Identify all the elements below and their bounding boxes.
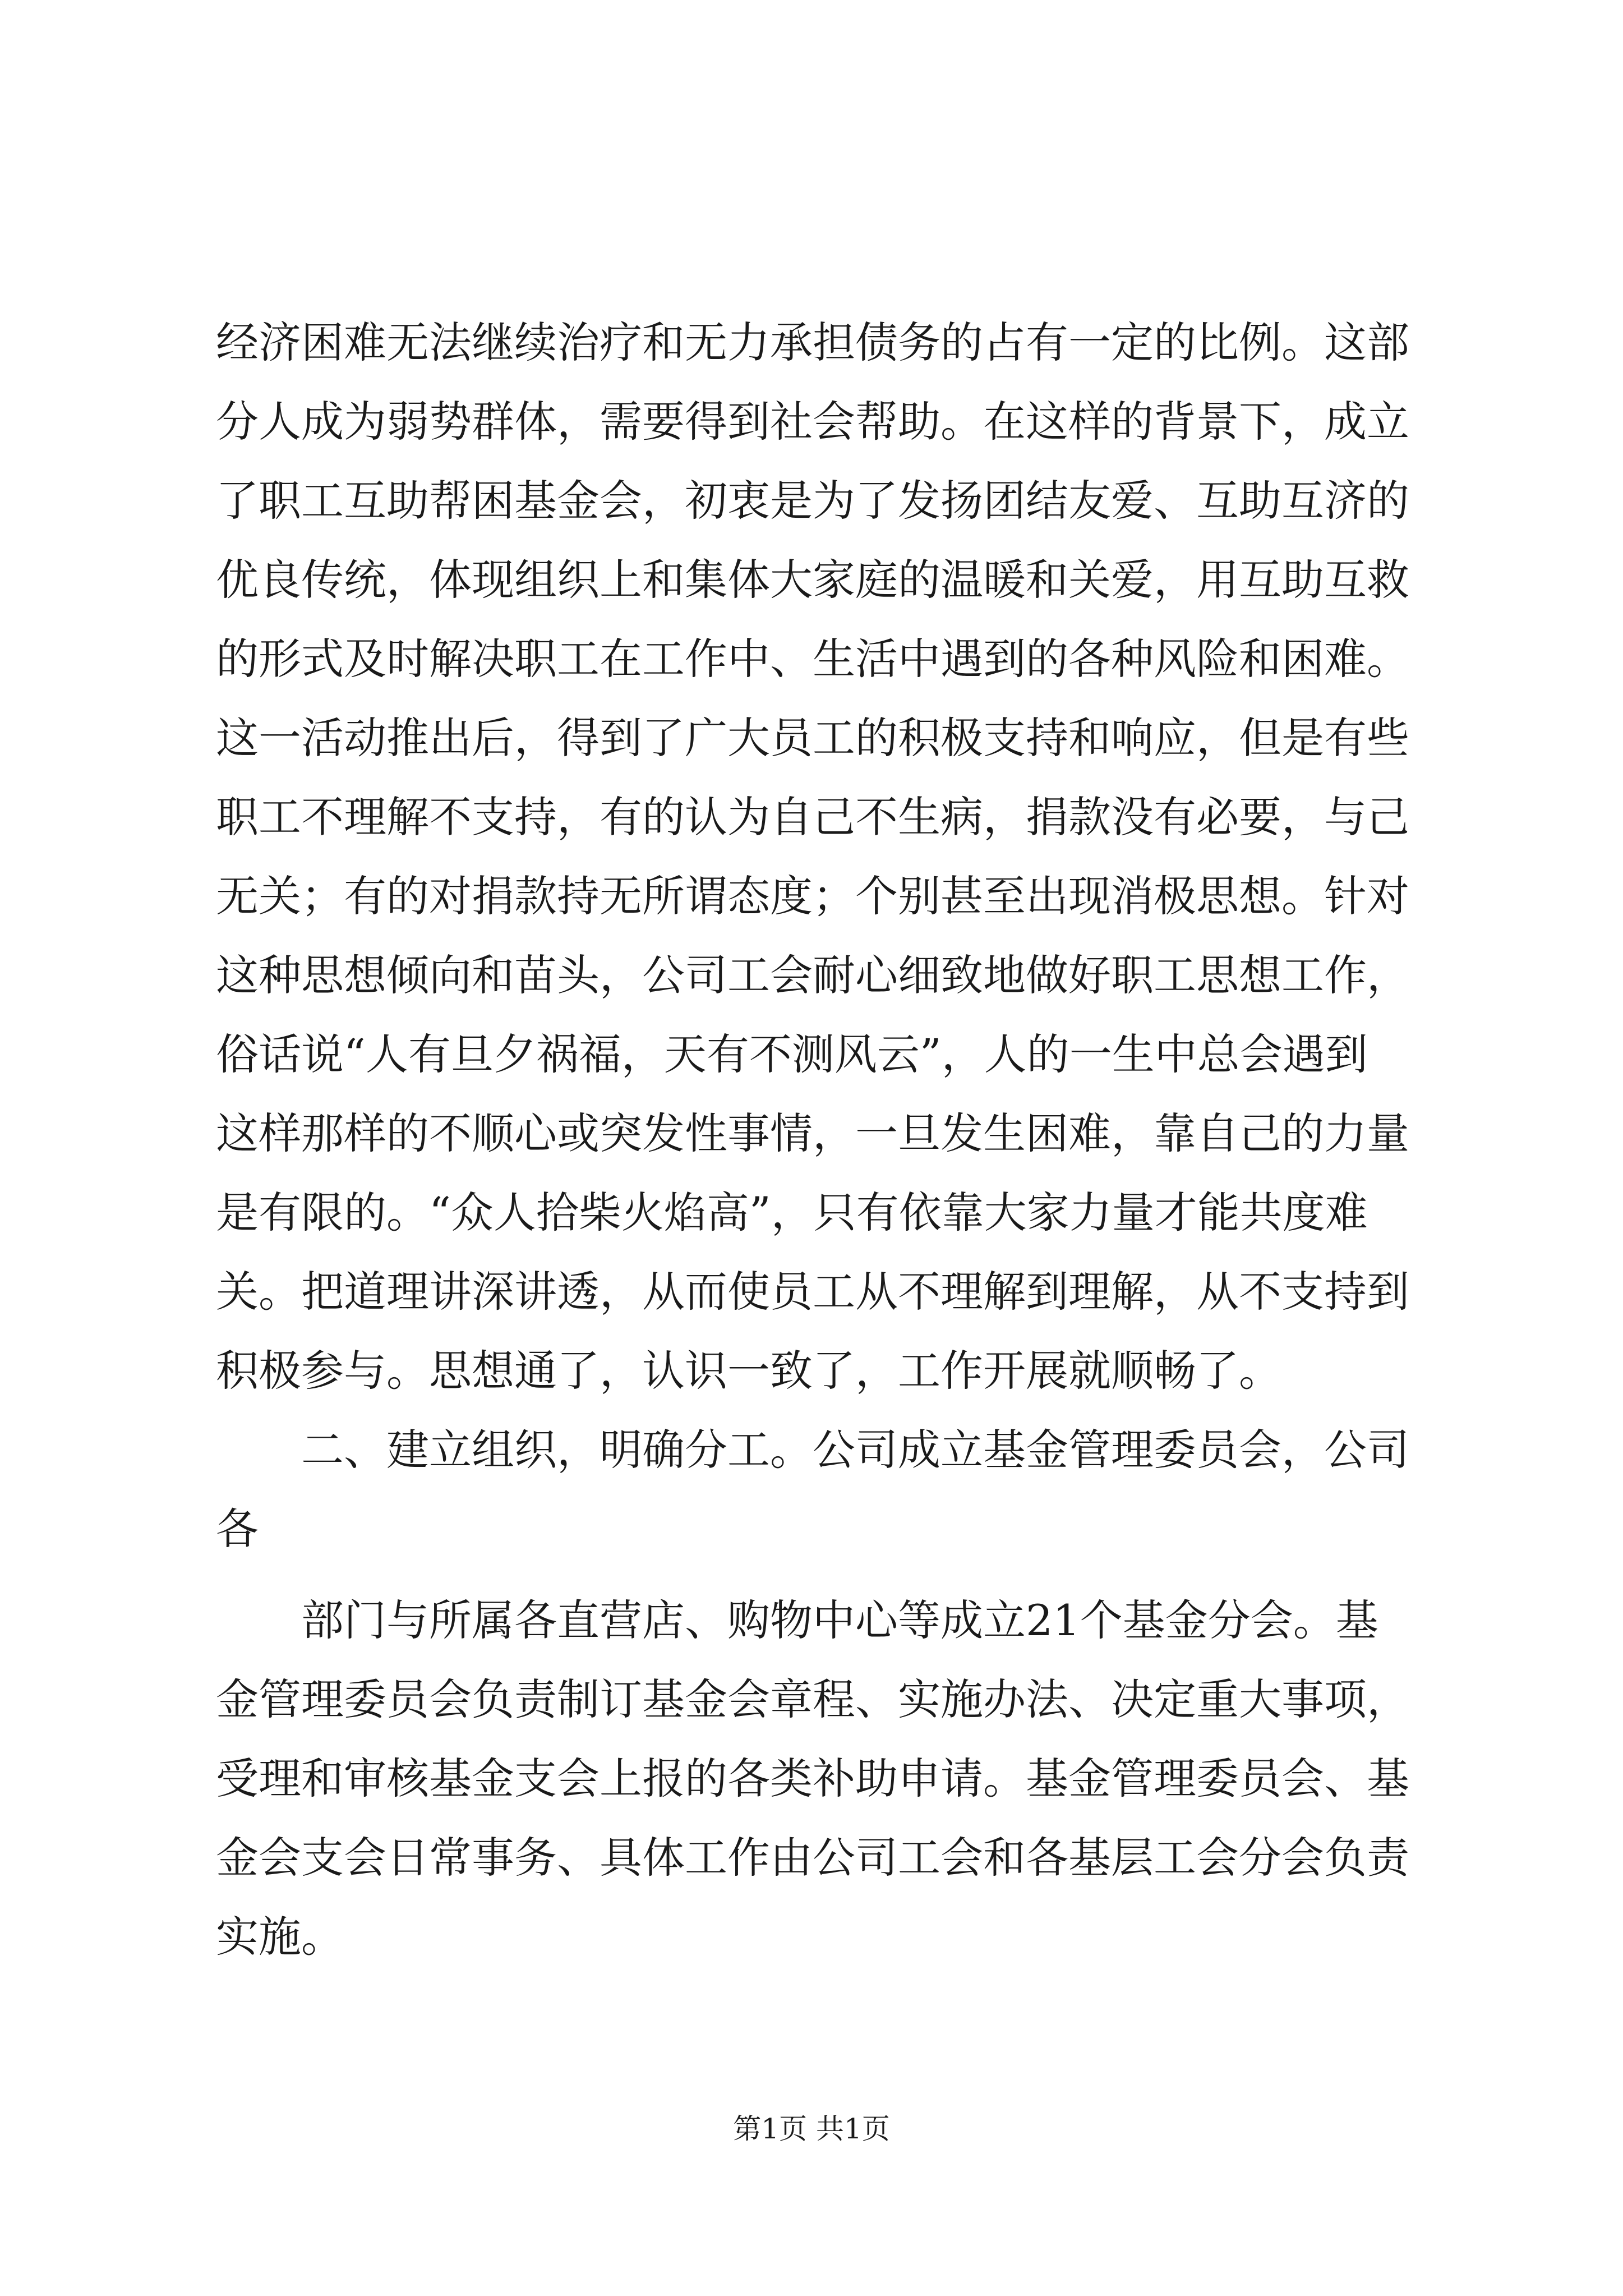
text-line: 这种思想倾向和苗头，公司工会耐心细致地做好职工思想工作， xyxy=(216,950,1409,1000)
text-line: 金会支会日常事务、具体工作由公司工会和各基层工会分会负责 xyxy=(216,1833,1409,1883)
text-line: 的形式及时解决职工在工作中、生活中遇到的各种风险和困难。 xyxy=(216,634,1409,684)
text-line: 这一活动推出后，得到了广大员工的积极支持和响应，但是有些 xyxy=(216,713,1409,763)
text-line: 部门与所属各直营店、购物中心等成立21个基金分会。基 xyxy=(301,1595,1378,1645)
text-line: 各 xyxy=(216,1504,259,1554)
text-line: 了职工互助帮困基金会，初衷是为了发扬团结友爱、互助互济的 xyxy=(216,476,1409,526)
text-line: 金管理委员会负责制订基金会章程、实施办法、决定重大事项， xyxy=(216,1674,1409,1724)
document-body xyxy=(216,303,1410,1976)
text-line: 积极参与。思想通了，认识一致了，工作开展就顺畅了。 xyxy=(216,1346,1281,1396)
text-line: 俗话说“人有旦夕祸福，天有不测风云”，人的一生中总会遇到 xyxy=(216,1029,1368,1079)
text-line: 受理和审核基金支会上报的各类补助申请。基金管理委员会、基 xyxy=(216,1754,1409,1803)
text-line: 分人成为弱势群体，需要得到社会帮助。在这样的背景下，成立 xyxy=(216,397,1409,447)
text-line: 优良传统，体现组织上和集体大家庭的温暖和关爱，用互助互救 xyxy=(216,555,1409,605)
text-line: 实施。 xyxy=(216,1912,344,1962)
text-line: 经济困难无法继续治疗和无力承担债务的占有一定的比例。这部 xyxy=(216,318,1409,367)
section-heading-line: 二、建立组织，明确分工。公司成立基金管理委员会，公司 xyxy=(301,1425,1409,1475)
text-line: 这样那样的不顺心或突发性事情，一旦发生困难，靠自己的力量 xyxy=(216,1108,1409,1158)
text-line: 职工不理解不支持，有的认为自己不生病，捐款没有必要，与己 xyxy=(216,792,1409,842)
text-line: 关。把道理讲深讲透，从而使员工从不理解到理解，从不支持到 xyxy=(216,1267,1409,1317)
text-line: 是有限的。“众人拾柴火焰高”，只有依靠大家力量才能共度难 xyxy=(216,1188,1368,1237)
page-number-footer: 第1页 共1页 xyxy=(733,2113,890,2145)
text-line: 无关；有的对捐款持无所谓态度；个别甚至出现消极思想。针对 xyxy=(216,871,1409,921)
